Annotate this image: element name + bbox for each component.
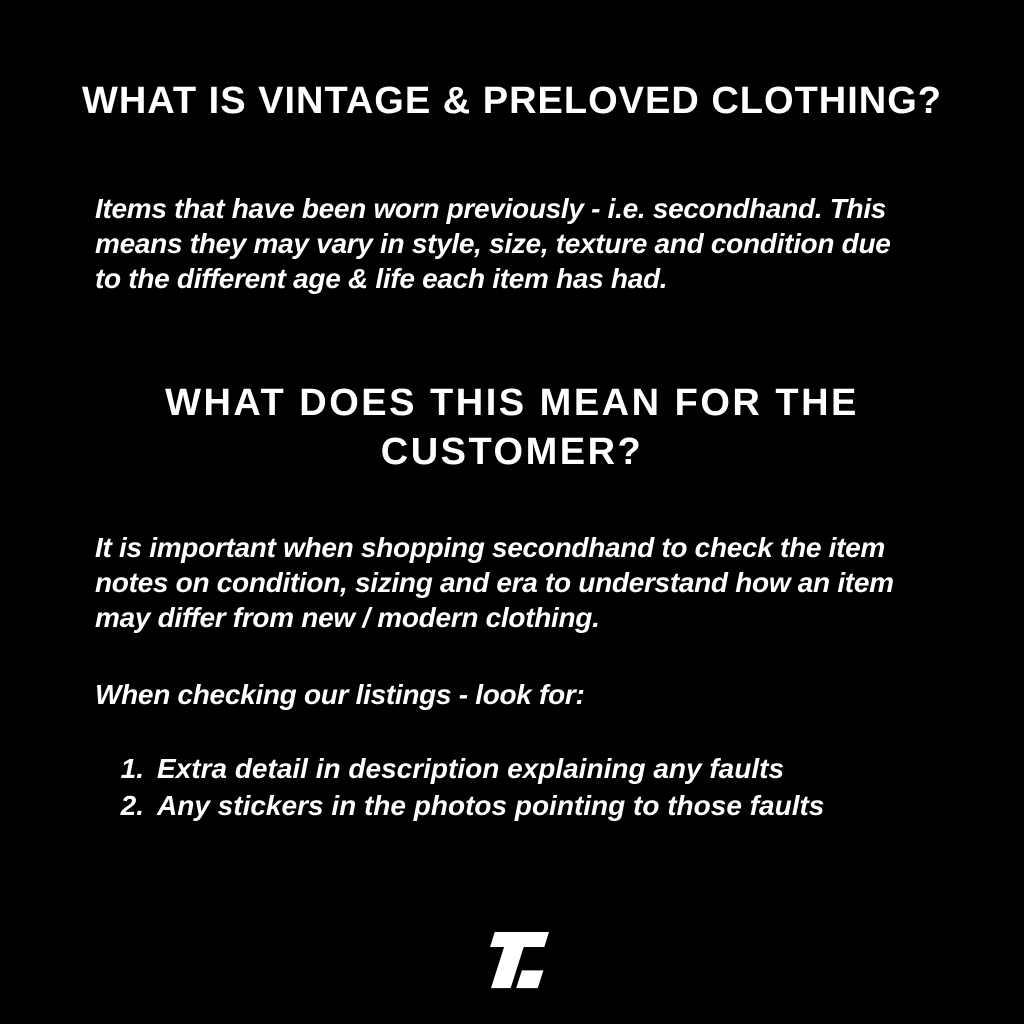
intro-paragraph [95, 191, 974, 296]
customer-line-3: may differ from new / modern clothing. [95, 602, 600, 633]
listings-lead-in [95, 677, 974, 712]
checklist-item-1-text: Extra detail in description explaining any faults [157, 753, 785, 784]
customer-heading-line-2: CUSTOMER? [380, 431, 644, 473]
intro-line-1: Items that have been worn previously - i.e. secondhand. This [95, 193, 887, 224]
customer-line-2: notes on condition, sizing and era to understand how an item [95, 567, 894, 598]
intro-line-2: means they may vary in style, size, texture and condition due [95, 228, 891, 259]
page-title-text: WHAT IS VINTAGE & PRELOVED CLOTHING? [81, 80, 943, 122]
checklist-item-1 [118, 750, 824, 787]
brand-logo [0, 931, 1024, 991]
intro-line-3: to the different age & life each item has had. [95, 263, 668, 294]
customer-heading-line-1: WHAT DOES THIS MEAN FOR THE [165, 382, 859, 424]
checklist-item-2 [118, 787, 824, 824]
checklist-item-1-number: 1. [120, 753, 144, 784]
listings-checklist [118, 750, 824, 824]
page-title [0, 80, 1024, 123]
checklist-item-2-number: 2. [120, 790, 144, 821]
brand-t-logo-icon [476, 931, 549, 991]
listings-lead-in-text: When checking our listings - look for: [95, 679, 585, 710]
customer-line-1: It is important when shopping secondhand to check the item [95, 532, 886, 563]
customer-paragraph [95, 530, 974, 635]
customer-section-heading [0, 379, 1024, 477]
checklist-item-2-text: Any stickers in the photos pointing to those faults [157, 790, 825, 821]
